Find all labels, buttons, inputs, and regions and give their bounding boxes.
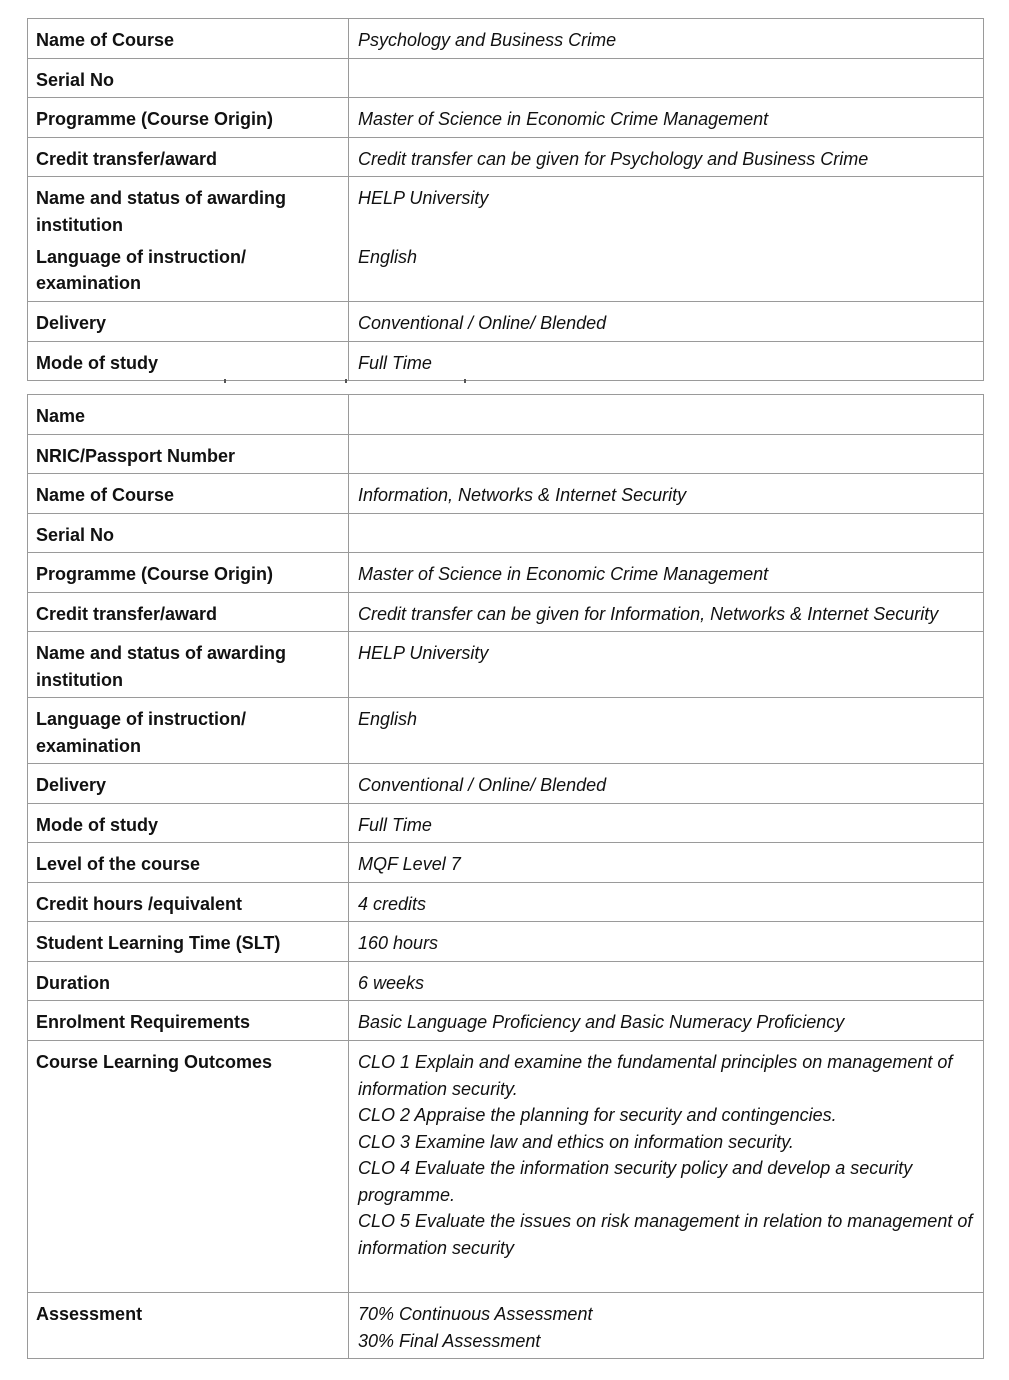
row-label: Assessment (28, 1293, 349, 1359)
row-value (349, 593, 984, 632)
value-line: 4 credits (358, 894, 427, 914)
row-value (349, 177, 984, 242)
cut-mark (345, 379, 347, 383)
table-row (28, 395, 984, 435)
table-row (28, 514, 984, 553)
row-value (349, 302, 984, 342)
table-row (28, 1041, 984, 1293)
row-label: Mode of study (28, 342, 349, 381)
row-label: Serial No (28, 514, 349, 553)
table-row (28, 593, 984, 632)
row-label: Credit transfer/award (28, 593, 349, 632)
row-label: Delivery (28, 302, 349, 342)
row-label: Delivery (28, 764, 349, 804)
value-line: Credit transfer can be given for Psychology and Business Crime (358, 149, 869, 169)
row-label: Name of Course (28, 474, 349, 514)
table-row (28, 1293, 984, 1359)
cut-mark (224, 379, 226, 383)
row-label: Name and status of awarding institution (28, 177, 349, 242)
clo-line: CLO 1 Explain and examine the fundamental principles on management of information security. (358, 1052, 953, 1099)
row-label: Serial No (28, 59, 349, 98)
value-line: MQF Level 7 (358, 854, 461, 874)
table-row (28, 804, 984, 843)
value-line: 6 weeks (358, 973, 425, 993)
row-label: Language of instruction/ examination (28, 698, 349, 764)
row-value (349, 1293, 984, 1359)
row-label: Language of instruction/ examination (28, 242, 349, 302)
row-value (349, 883, 984, 922)
row-label: Credit transfer/award (28, 138, 349, 177)
row-value (349, 98, 984, 138)
table-row (28, 632, 984, 698)
row-value (349, 962, 984, 1001)
table-row (28, 553, 984, 593)
row-label: Course Learning Outcomes (28, 1041, 349, 1293)
value-line: 160 hours (358, 933, 439, 953)
row-label: Name of Course (28, 19, 349, 59)
table-row (28, 764, 984, 804)
table-row (28, 177, 984, 242)
table-row (28, 242, 984, 302)
value-line: Conventional / Online/ Blended (358, 313, 607, 333)
row-value (349, 843, 984, 883)
row-label: Enrolment Requirements (28, 1001, 349, 1041)
row-value (349, 1041, 984, 1293)
row-label: NRIC/Passport Number (28, 435, 349, 474)
table-row (28, 342, 984, 381)
page-cut-artifact (27, 379, 983, 386)
assessment-line: 70% Continuous Assessment (358, 1304, 593, 1324)
row-label: Programme (Course Origin) (28, 553, 349, 593)
row-value (349, 922, 984, 962)
value-line: Conventional / Online/ Blended (358, 775, 607, 795)
row-value (349, 553, 984, 593)
row-value (349, 342, 984, 381)
value-line: Credit transfer can be given for Information, Networks & Internet Security (358, 604, 939, 624)
row-value (349, 632, 984, 698)
table-row (28, 883, 984, 922)
row-label: Duration (28, 962, 349, 1001)
table-row (28, 435, 984, 474)
course-info-table-1 (27, 18, 984, 381)
row-value (349, 698, 984, 764)
row-label: Student Learning Time (SLT) (28, 922, 349, 962)
cut-mark (464, 379, 466, 383)
clo-line: CLO 2 Appraise the planning for security and contingencies. (358, 1105, 837, 1125)
table-row (28, 922, 984, 962)
clo-line: CLO 4 Evaluate the information security policy and develop a security programme. (358, 1158, 913, 1205)
row-value (349, 395, 984, 435)
table-row (28, 59, 984, 98)
row-value (349, 514, 984, 553)
row-label: Credit hours /equivalent (28, 883, 349, 922)
value-line: Information, Networks & Internet Security (358, 485, 687, 505)
value-line: English (358, 709, 418, 729)
table-row (28, 843, 984, 883)
row-value (349, 19, 984, 59)
clo-line: CLO 5 Evaluate the issues on risk management in relation to management of information security (358, 1211, 973, 1258)
row-label: Mode of study (28, 804, 349, 843)
row-value (349, 242, 984, 302)
row-value (349, 138, 984, 177)
row-label: Name and status of awarding institution (28, 632, 349, 698)
row-value (349, 804, 984, 843)
value-line: HELP University (358, 643, 489, 663)
table-row (28, 138, 984, 177)
table-row (28, 474, 984, 514)
row-value (349, 1001, 984, 1041)
table-row (28, 302, 984, 342)
value-line: Full Time (358, 815, 432, 835)
row-value (349, 764, 984, 804)
clo-line: CLO 3 Examine law and ethics on information security. (358, 1131, 794, 1152)
row-label: Name (28, 395, 349, 435)
value-line: Basic Language Proficiency and Basic Numeracy Proficiency (358, 1012, 845, 1032)
value-line: Full Time (358, 353, 432, 373)
row-value (349, 474, 984, 514)
table-row (28, 1001, 984, 1041)
value-line: Master of Science in Economic Crime Management (358, 109, 769, 129)
row-label: Programme (Course Origin) (28, 98, 349, 138)
table-row (28, 962, 984, 1001)
table-row (28, 698, 984, 764)
row-label: Level of the course (28, 843, 349, 883)
value-line: HELP University (358, 188, 489, 208)
row-value (349, 59, 984, 98)
value-line: Psychology and Business Crime (358, 30, 617, 50)
value-line: Master of Science in Economic Crime Management (358, 564, 769, 584)
course-info-table-2 (27, 394, 984, 1359)
value-line: English (358, 246, 418, 267)
row-value (349, 435, 984, 474)
table-row (28, 19, 984, 59)
assessment-line: 30% Final Assessment (358, 1330, 541, 1351)
table-row (28, 98, 984, 138)
